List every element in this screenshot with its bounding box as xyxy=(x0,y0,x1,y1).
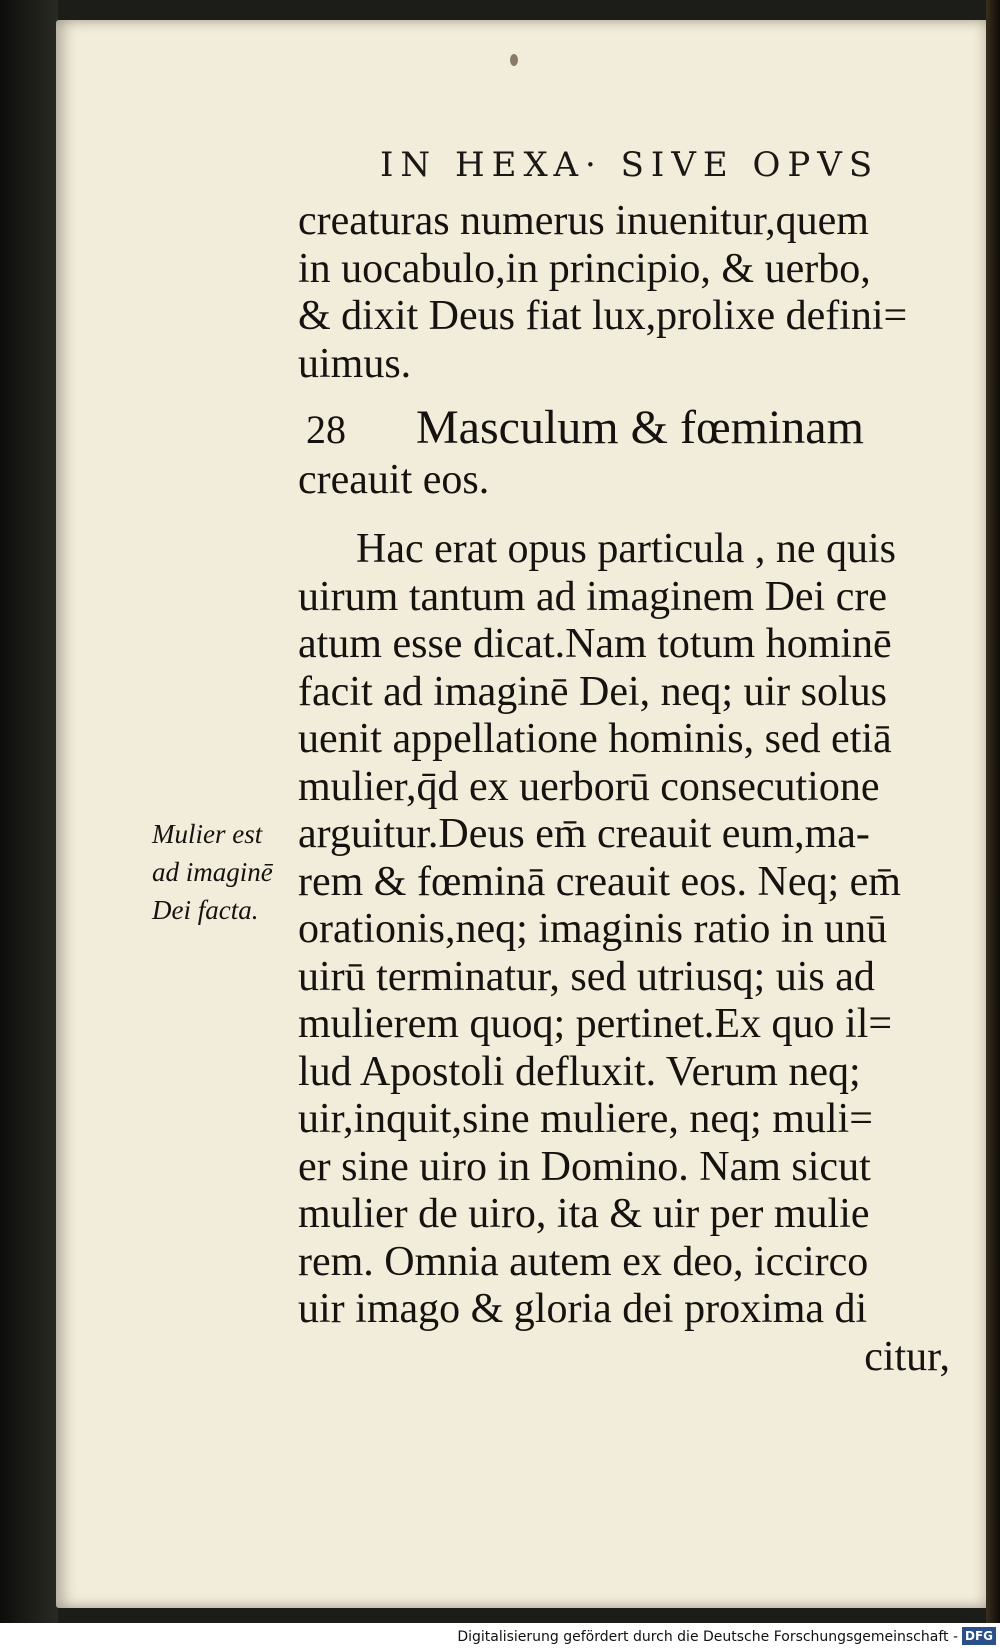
paragraph-line: mulierem quoq; pertinet.Ex quo il= xyxy=(298,1001,893,1047)
text-line: creaturas numerus inuenitur,quem xyxy=(298,198,869,244)
text-line: in uocabulo,in principio, & uerbo, xyxy=(298,245,871,292)
funding-credit: Digitalisierung gefördert durch die Deutsche Forschungsgemeinschaft - xyxy=(457,1629,958,1645)
running-head: IN HEXA· SIVE OPVS xyxy=(380,145,880,185)
paragraph-line: Hac erat opus particula , ne quis xyxy=(356,526,896,572)
catchword: citur, xyxy=(864,1333,950,1380)
paragraph-line: er sine uiro in Domino. Nam sicut xyxy=(298,1143,871,1190)
verse-heading xyxy=(298,402,958,454)
paragraph-line: rem. Omnia autem ex deo, iccirco xyxy=(298,1238,869,1285)
paragraph-line: uirum tantum ad imaginem Dei cre xyxy=(298,573,887,620)
margin-note-line: Mulier est xyxy=(152,819,263,849)
margin-note-line: ad imaginē xyxy=(152,857,273,887)
text-line: & dixit Deus fiat lux,prolixe defini= xyxy=(298,293,908,339)
paragraph-line: uenit appellatione hominis, sed etiā xyxy=(298,716,892,762)
main-text xyxy=(298,198,958,1381)
margin-note xyxy=(152,815,302,929)
paragraph-line: mulier,q̄d ex uerborū consecutione xyxy=(298,763,880,810)
paragraph-line: uir,inquit,sine muliere, neq; muli= xyxy=(298,1096,873,1142)
paragraph-line: lud Apostoli defluxit. Verum neq; xyxy=(298,1048,861,1095)
book-spine-shadow xyxy=(0,0,58,1649)
paragraph-line: facit ad imaginē Dei, neq; uir solus xyxy=(298,668,888,715)
paragraph-line: uirū terminatur, sed utriusq; uis ad xyxy=(298,953,875,1000)
footer-bar xyxy=(0,1623,1000,1649)
verse-text: Masculum & fœminam xyxy=(416,401,864,454)
text-line: uimus. xyxy=(298,340,412,387)
verse-continuation: creauit eos. xyxy=(298,457,490,503)
dfg-logo: DFG xyxy=(962,1627,996,1645)
margin-note-line: Dei facta. xyxy=(152,895,259,925)
paragraph-line: atum esse dicat.Nam totum hominē xyxy=(298,621,892,667)
paragraph-line: arguitur.Deus em̄ creauit eum,ma- xyxy=(298,811,870,857)
verse-number: 28 xyxy=(306,407,346,452)
paragraph-line: orationis,neq; imaginis ratio in unū xyxy=(298,906,888,952)
page-edge xyxy=(986,0,1000,1649)
paragraph-line: mulier de uiro, ita & uir per mulie xyxy=(298,1191,870,1237)
ink-spot xyxy=(510,54,518,66)
paragraph-line: rem & fœminā creauit eos. Neq; em̄ xyxy=(298,858,901,905)
paragraph-line: uir imago & gloria dei proxima di xyxy=(298,1286,868,1332)
